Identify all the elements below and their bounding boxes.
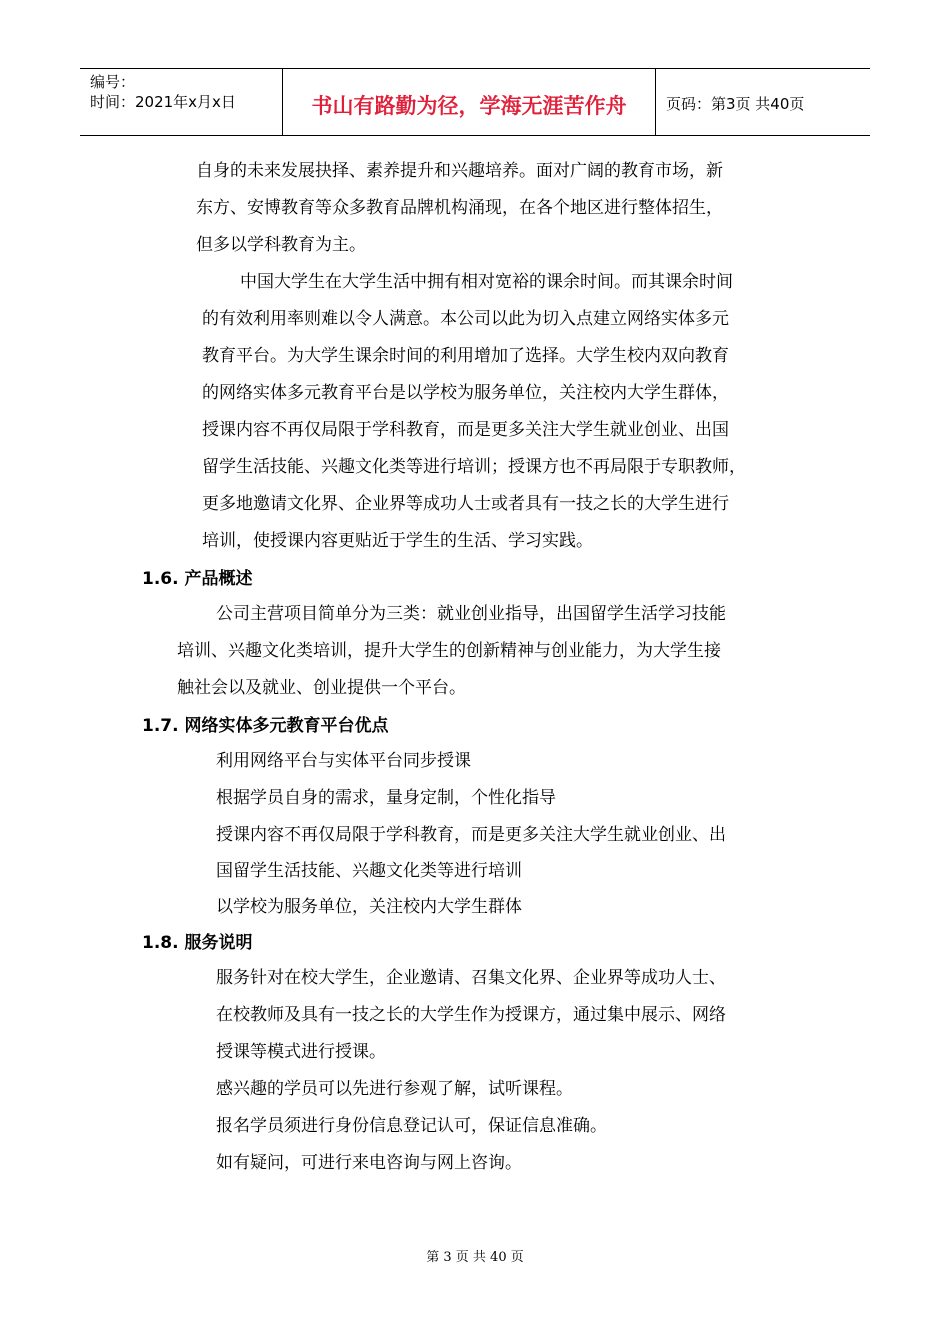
body-line: 触社会以及就业、创业提供一个平台。	[177, 678, 466, 698]
body-line: 教育平台。为大学生课余时间的利用增加了选择。大学生校内双向教育	[202, 346, 729, 366]
body-line: 服务针对在校大学生，企业邀请、召集文化界、企业界等成功人士、	[216, 968, 726, 988]
body-line: 利用网络平台与实体平台同步授课	[216, 751, 471, 771]
body-line: 留学生活技能、兴趣文化类等进行培训；授课方也不再局限于专职教师，	[202, 457, 746, 477]
body-line: 东方、安博教育等众多教育品牌机构涌现，在各个地区进行整体招生，	[196, 198, 723, 218]
body-line: 培训、兴趣文化类培训，提升大学生的创新精神与创业能力，为大学生接	[177, 641, 721, 661]
body-line: 感兴趣的学员可以先进行参观了解，试听课程。	[216, 1079, 573, 1099]
body-line: 授课内容不再仅局限于学科教育，而是更多关注大学生就业创业、出国	[202, 420, 729, 440]
body-line: 培训，使授课内容更贴近于学生的生活、学习实践。	[202, 531, 593, 551]
body-line: 的有效利用率则难以令人满意。本公司以此为切入点建立网络实体多元	[202, 309, 729, 329]
body-line: 国留学生活技能、兴趣文化类等进行培训	[216, 861, 522, 881]
page-footer: 第 3 页 共 40 页	[426, 1250, 524, 1265]
header-meta	[80, 69, 283, 135]
body-line: 的网络实体多元教育平台是以学校为服务单位，关注校内大学生群体，	[202, 383, 729, 403]
body-line: 在校教师及具有一技之长的大学生作为授课方，通过集中展示、网络	[216, 1005, 726, 1025]
body-line: 以学校为服务单位，关注校内大学生群体	[216, 897, 522, 917]
section-heading-1-7: 1.7. 网络实体多元教育平台优点	[142, 716, 389, 736]
body-line: 报名学员须进行身份信息登记认可，保证信息准确。	[216, 1116, 607, 1136]
page-header	[80, 68, 870, 136]
body-line: 更多地邀请文化界、企业界等成功人士或者具有一技之长的大学生进行	[202, 494, 729, 514]
header-page-info: 页码：第3页 共40页	[666, 94, 805, 113]
body-line: 中国大学生在大学生活中拥有相对宽裕的课余时间。而其课余时间	[240, 272, 733, 292]
header-motto: 书山有路勤为径，学海无涯苦作舟	[283, 69, 656, 135]
section-heading-1-6: 1.6. 产品概述	[142, 569, 253, 589]
body-line: 公司主营项目简单分为三类：就业创业指导，出国留学生活学习技能	[216, 604, 726, 624]
body-line: 如有疑问，可进行来电咨询与网上咨询。	[216, 1153, 522, 1173]
body-line: 授课内容不再仅局限于学科教育，而是更多关注大学生就业创业、出	[216, 825, 726, 845]
header-number-label: 编号：	[90, 73, 136, 91]
body-line: 但多以学科教育为主。	[196, 235, 366, 255]
body-line: 根据学员自身的需求，量身定制，个性化指导	[216, 788, 556, 808]
header-time-label: 时间：2021年x月x日	[90, 93, 236, 111]
section-heading-1-8: 1.8. 服务说明	[142, 933, 253, 953]
body-line: 自身的未来发展抉择、素养提升和兴趣培养。面对广阔的教育市场，新	[196, 161, 723, 181]
body-line: 授课等模式进行授课。	[216, 1042, 386, 1062]
